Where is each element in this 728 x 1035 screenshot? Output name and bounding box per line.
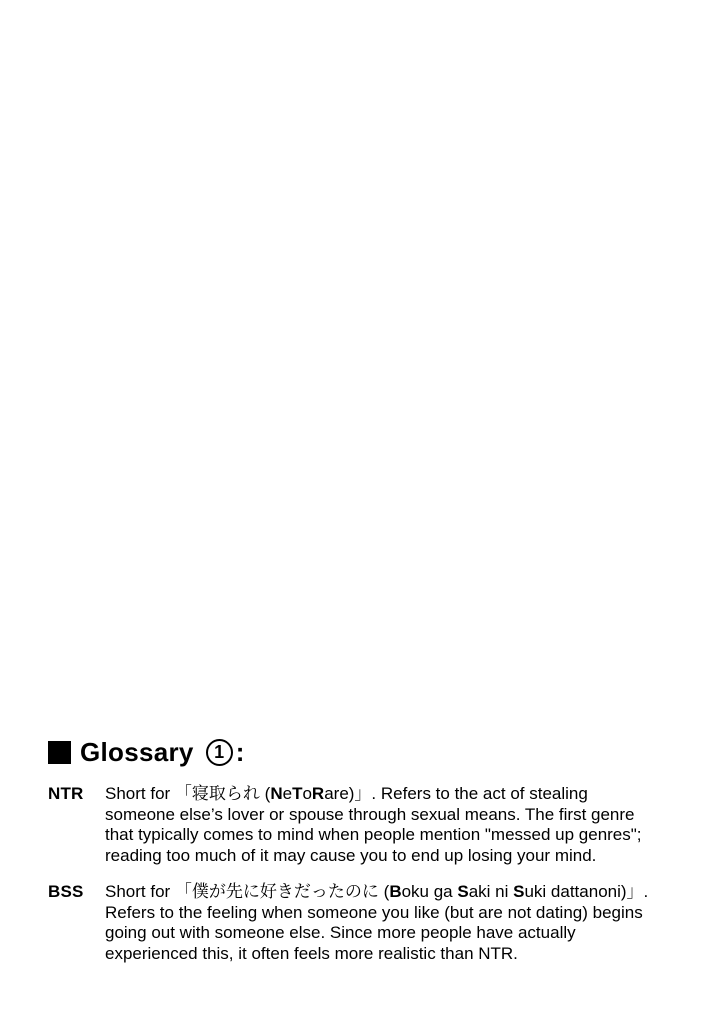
definition-line: someone else’s lover or spouse through sexual means. The first genre xyxy=(105,804,635,824)
definition-line: experienced this, it often feels more realistic than NTR. xyxy=(105,943,518,963)
glossary-definition xyxy=(105,882,696,964)
definition-line: Short for 「僕が先に好きだったのに (Boku ga Saki ni Suki dattanoni)」. xyxy=(105,882,649,901)
black-square-icon xyxy=(48,741,71,764)
definition-line: that typically comes to mind when people mention "messed up genres"; xyxy=(105,825,642,844)
glossary-entry xyxy=(48,882,696,964)
glossary-entries xyxy=(48,784,696,964)
definition-line: going out with someone else. Since more people have actually xyxy=(105,923,576,942)
definition-line: Refers to the feeling when someone you like (but are not dating) begins xyxy=(105,902,643,922)
glossary-heading-colon: : xyxy=(235,737,245,767)
glossary-term: NTR xyxy=(48,784,84,803)
glossary-heading-title: Glossary xyxy=(80,737,194,767)
glossary-term: BSS xyxy=(48,882,84,901)
glossary-heading xyxy=(48,737,696,767)
glossary-entry xyxy=(48,784,696,866)
glossary-section xyxy=(48,737,696,964)
glossary-definition xyxy=(105,784,696,866)
definition-line: Short for 「寝取られ (NeToRare)」. Refers to the act of stealing xyxy=(105,784,588,803)
definition-line: reading too much of it may cause you to end up losing your mind. xyxy=(105,845,597,865)
circled-number-icon: 1 xyxy=(206,739,233,766)
